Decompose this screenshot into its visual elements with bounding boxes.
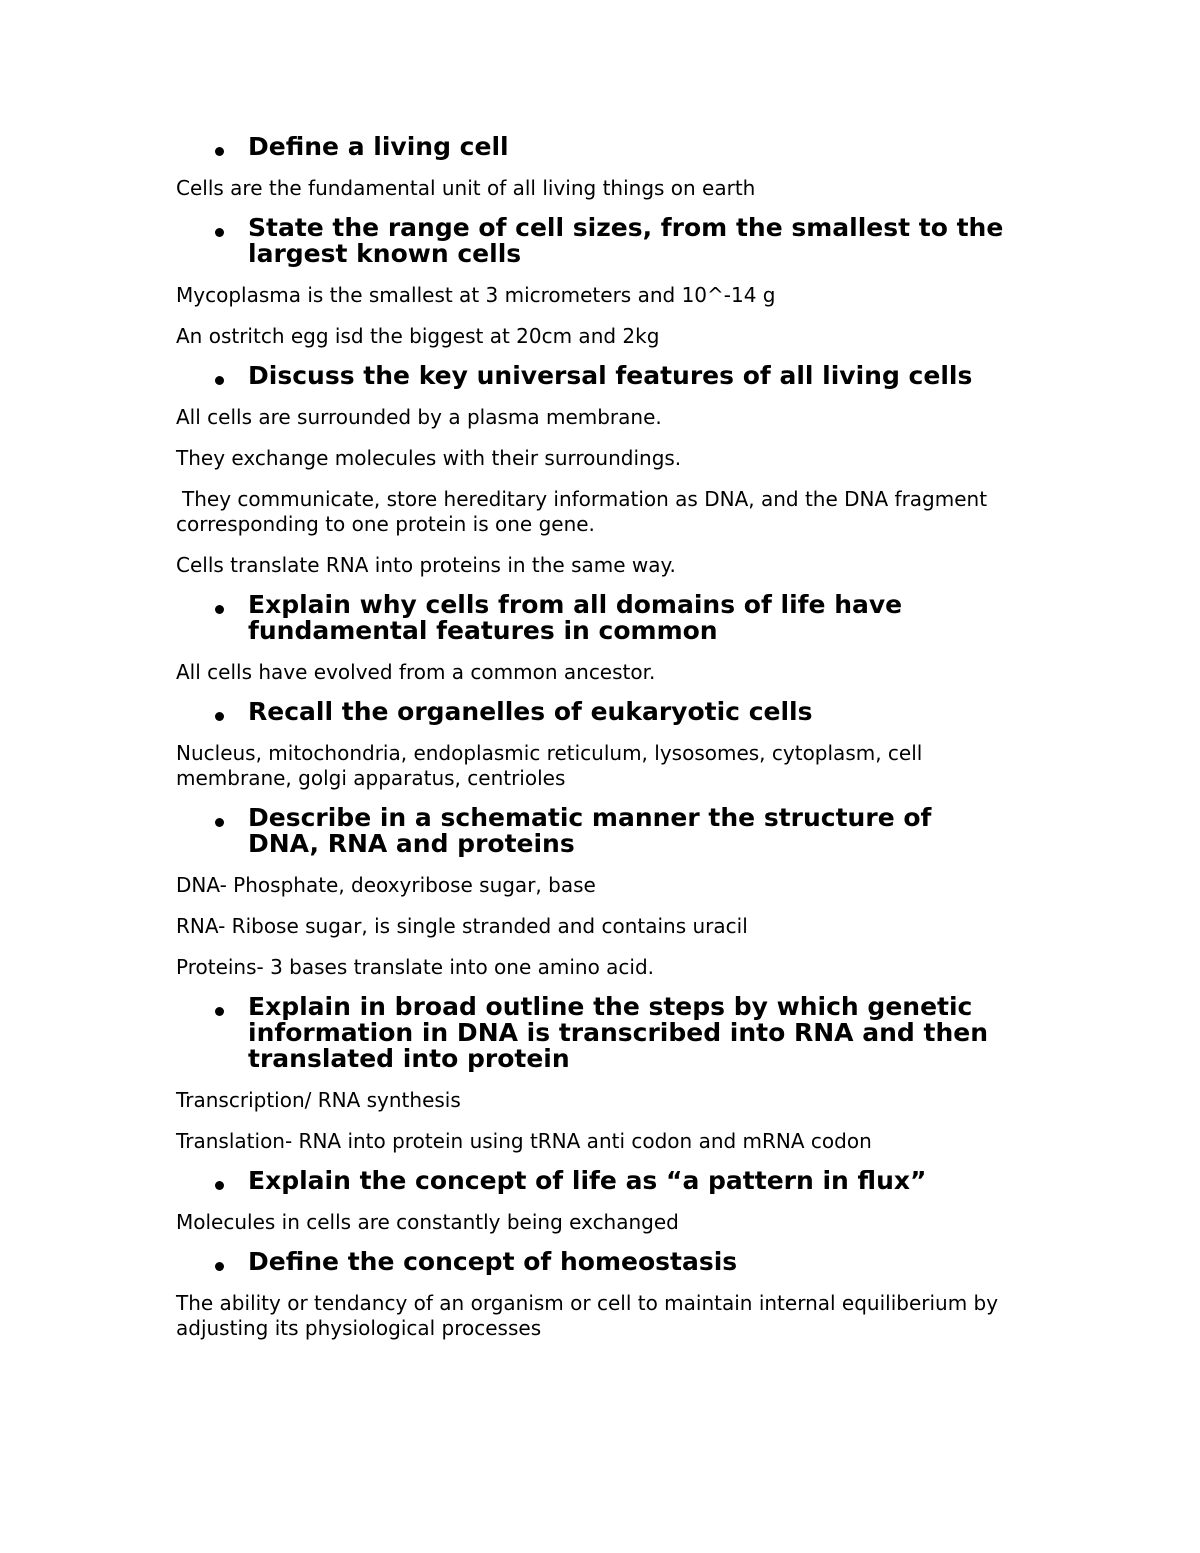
heading-text: Explain why cells from all domains of life have fundamental features in common bbox=[248, 590, 903, 645]
heading-text: Describe in a schematic manner the structure of DNA, RNA and proteins bbox=[248, 803, 932, 858]
paragraph: All cells are surrounded by a plasma membrane. bbox=[176, 405, 662, 429]
heading-text: Define the concept of homeostasis bbox=[248, 1247, 738, 1276]
bullet-icon bbox=[215, 376, 224, 385]
section-pattern-in-flux bbox=[176, 1168, 1006, 1235]
section-cell-size-range bbox=[176, 215, 1006, 349]
section-heading bbox=[176, 1249, 1006, 1275]
section-heading bbox=[176, 592, 1006, 644]
paragraph: Translation- RNA into protein using tRNA anti codon and mRNA codon bbox=[176, 1129, 872, 1153]
bullet-icon bbox=[215, 1007, 224, 1016]
paragraph: They communicate, store hereditary information as DNA, and the DNA fragment corresponding to one protein is one gene. bbox=[176, 487, 988, 536]
paragraph: They exchange molecules with their surroundings. bbox=[176, 446, 682, 470]
paragraph: Proteins- 3 bases translate into one amino acid. bbox=[176, 955, 655, 979]
bullet-icon bbox=[215, 605, 224, 614]
paragraph: All cells have evolved from a common ancestor. bbox=[176, 660, 656, 684]
heading-text: Explain in broad outline the steps by which genetic information in DNA is transcribed into RNA and then translated into protein bbox=[248, 992, 989, 1073]
section-heading bbox=[176, 363, 1006, 389]
section-heading bbox=[176, 134, 1006, 160]
heading-text: Define a living cell bbox=[248, 132, 509, 161]
section-heading bbox=[176, 215, 1006, 267]
paragraph: Cells are the fundamental unit of all living things on earth bbox=[176, 176, 756, 200]
paragraph: Cells translate RNA into proteins in the same way. bbox=[176, 553, 676, 577]
heading-text: Discuss the key universal features of all living cells bbox=[248, 361, 973, 390]
bullet-icon bbox=[215, 818, 224, 827]
bullet-icon bbox=[215, 1262, 224, 1271]
bullet-icon bbox=[215, 712, 224, 721]
section-homeostasis bbox=[176, 1249, 1006, 1341]
paragraph: RNA- Ribose sugar, is single stranded and contains uracil bbox=[176, 914, 748, 938]
section-define-living-cell bbox=[176, 134, 1006, 201]
section-heading bbox=[176, 1168, 1006, 1194]
heading-text: State the range of cell sizes, from the smallest to the largest known cells bbox=[248, 213, 1004, 268]
section-transcription-translation bbox=[176, 994, 1006, 1154]
paragraph: Mycoplasma is the smallest at 3 micrometers and 10^-14 g bbox=[176, 283, 776, 307]
section-universal-features bbox=[176, 363, 1006, 578]
section-heading bbox=[176, 699, 1006, 725]
section-organelles bbox=[176, 699, 1006, 791]
section-common-features bbox=[176, 592, 1006, 685]
paragraph: The ability or tendancy of an organism or cell to maintain internal equiliberium by adjusting its physiological processes bbox=[176, 1291, 999, 1340]
paragraph: Molecules in cells are constantly being exchanged bbox=[176, 1210, 679, 1234]
paragraph: Transcription/ RNA synthesis bbox=[176, 1088, 461, 1112]
paragraph: An ostritch egg isd the biggest at 20cm and 2kg bbox=[176, 324, 660, 348]
bullet-icon bbox=[215, 147, 224, 156]
document-page bbox=[176, 134, 1006, 1341]
section-heading bbox=[176, 994, 1006, 1072]
heading-text: Recall the organelles of eukaryotic cells bbox=[248, 697, 813, 726]
bullet-icon bbox=[215, 1181, 224, 1190]
bullet-icon bbox=[215, 228, 224, 237]
heading-text: Explain the concept of life as “a pattern in flux” bbox=[248, 1166, 927, 1195]
section-dna-rna-proteins bbox=[176, 805, 1006, 980]
paragraph: Nucleus, mitochondria, endoplasmic reticulum, lysosomes, cytoplasm, cell membrane, golgi apparatus, centrioles bbox=[176, 741, 923, 790]
section-heading bbox=[176, 805, 1006, 857]
paragraph: DNA- Phosphate, deoxyribose sugar, base bbox=[176, 873, 596, 897]
